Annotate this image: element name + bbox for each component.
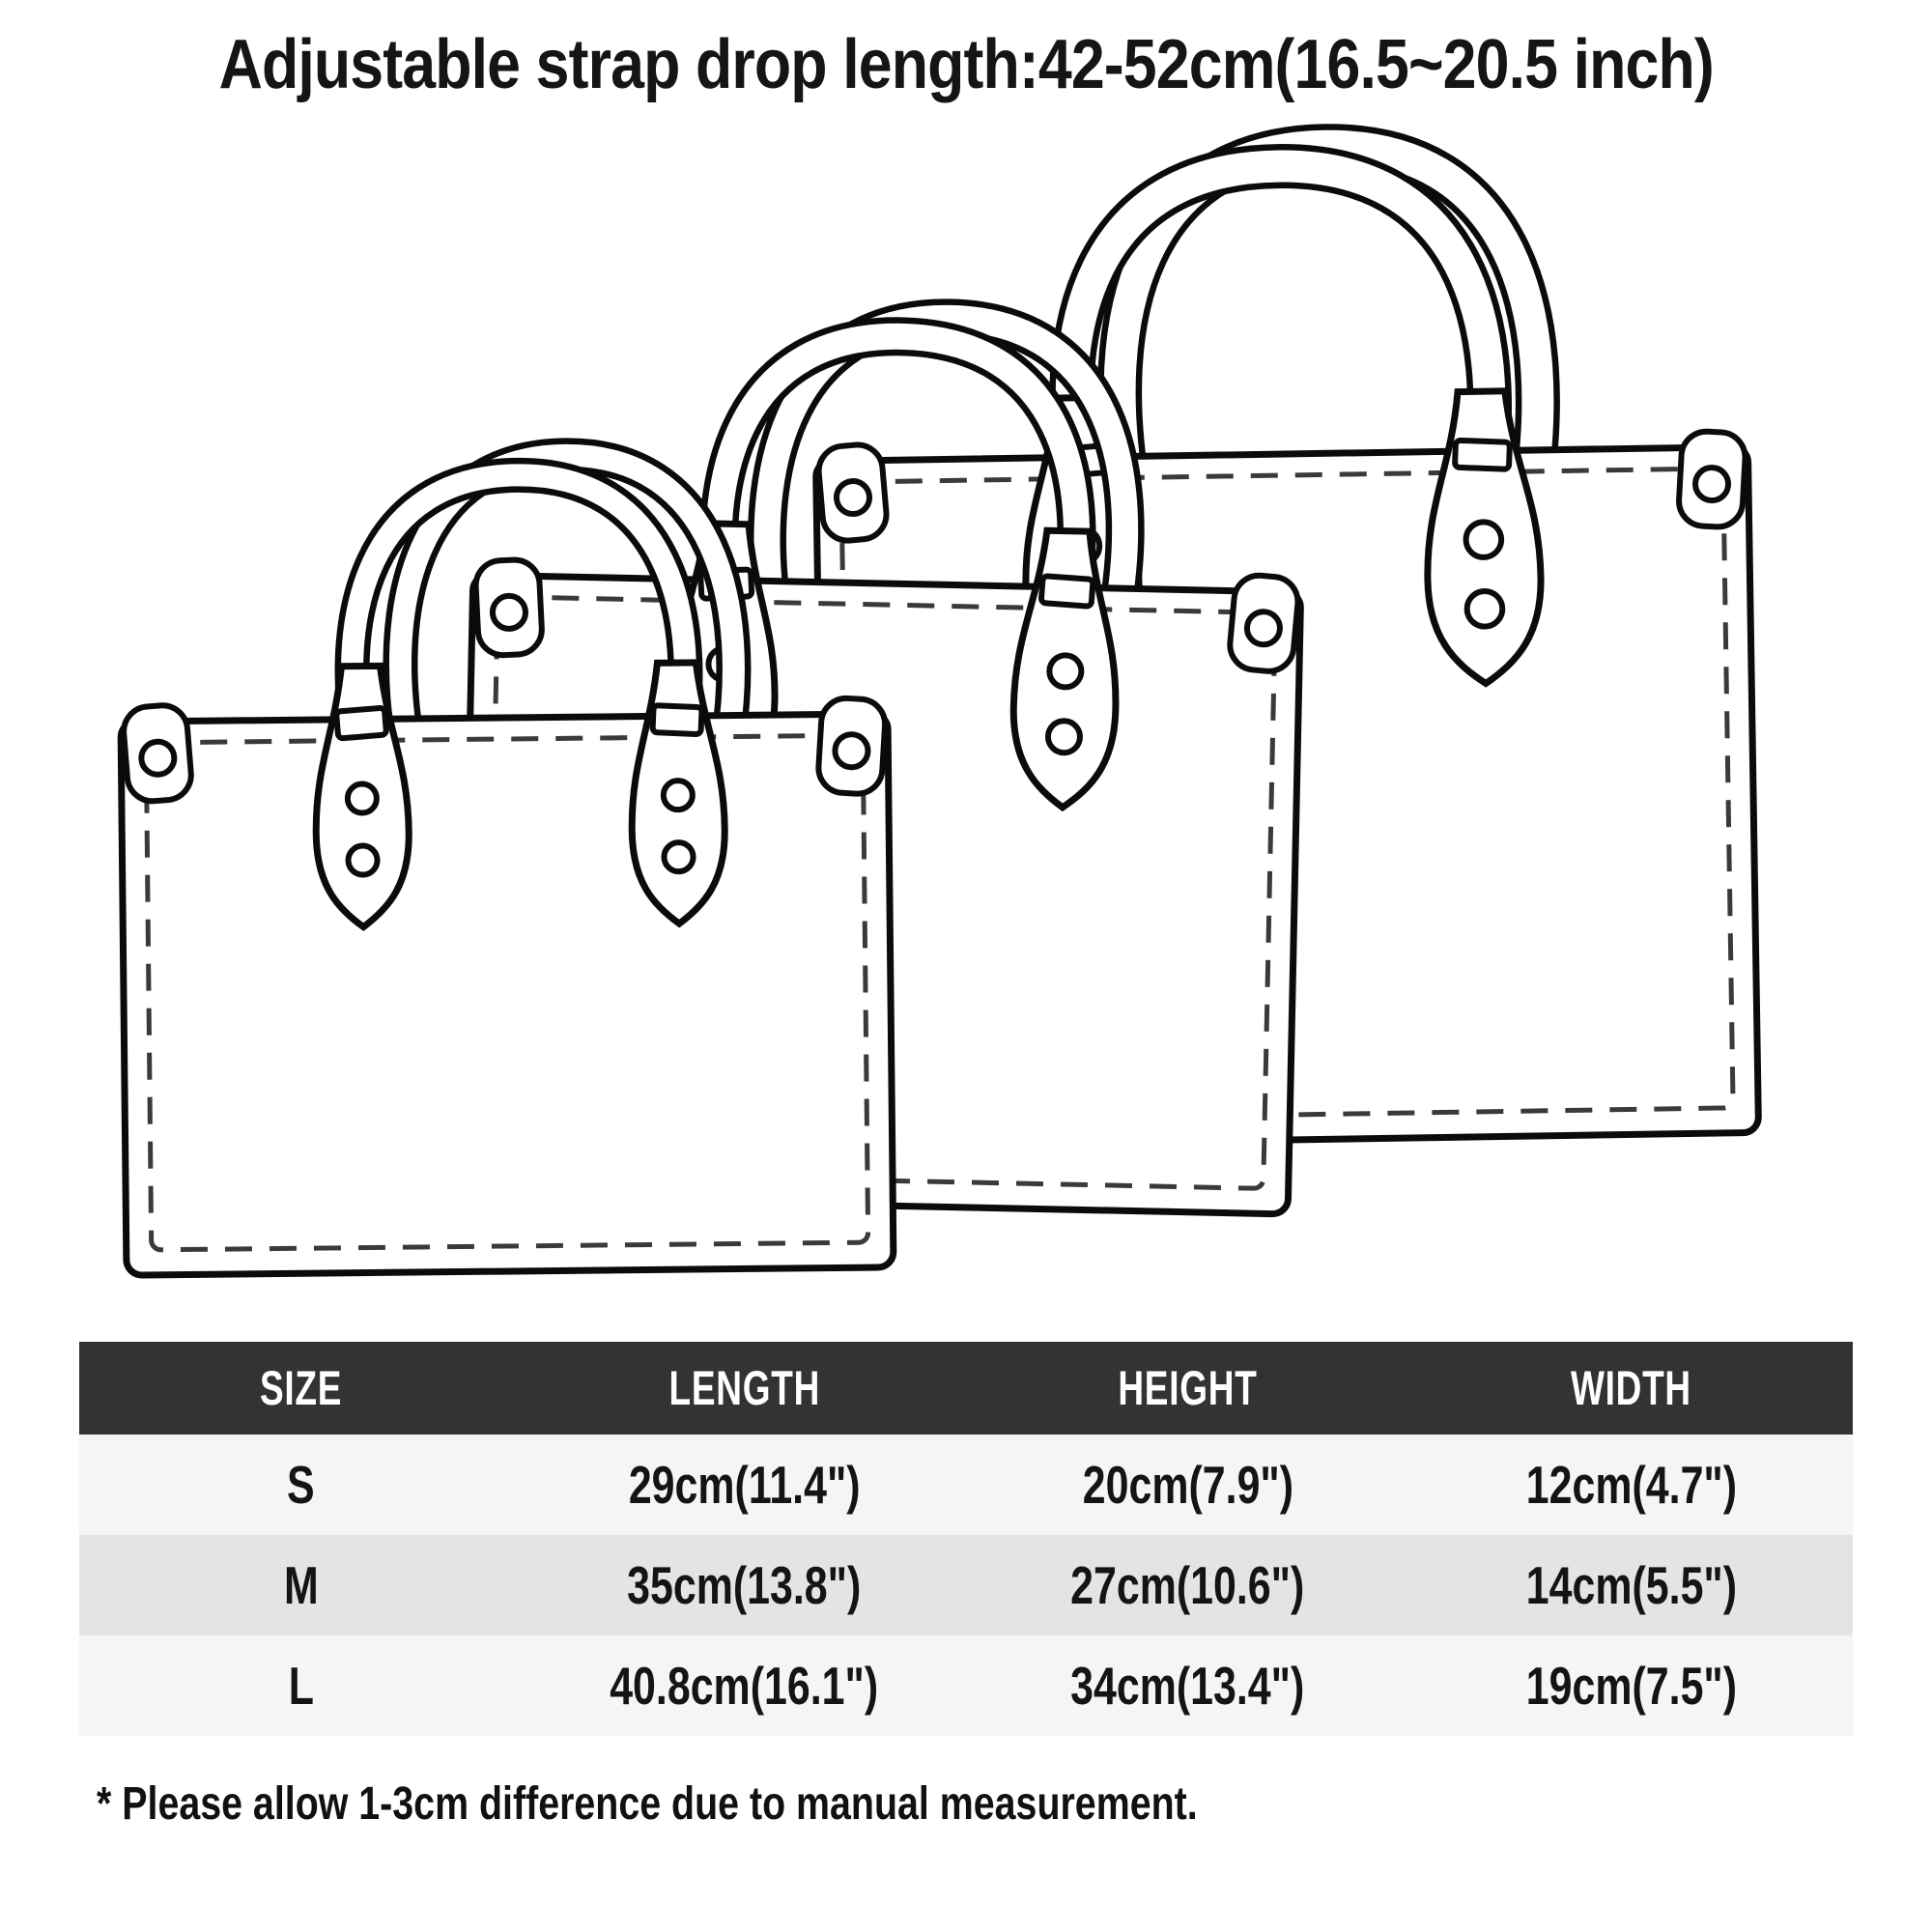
- corner-rivet-tab: [1678, 430, 1747, 527]
- size-table-header-row: [79, 1342, 1853, 1435]
- strap-buckle: [336, 708, 386, 739]
- corner-rivet-tab: [122, 703, 193, 803]
- cell-width-m: 14cm(5.5"): [1525, 1555, 1737, 1615]
- strap-buckle: [652, 705, 701, 734]
- strap-buckle: [1041, 576, 1094, 607]
- cell-height-l: 34cm(13.4"): [1070, 1656, 1305, 1716]
- measurement-note: [97, 1777, 1439, 1831]
- cell-height-m: 27cm(10.6"): [1070, 1555, 1305, 1615]
- measurement-note-text: * Please allow 1-3cm difference due to manual measurement.: [97, 1778, 1198, 1830]
- cell-width-s: 12cm(4.7"): [1525, 1455, 1737, 1515]
- table-row-m: [79, 1535, 1853, 1635]
- cell-length-s: 29cm(11.4"): [628, 1455, 861, 1515]
- cell-size-l: L: [288, 1656, 314, 1716]
- cell-size-s: S: [287, 1455, 315, 1515]
- header-cell-size: SIZE: [259, 1361, 343, 1415]
- table-row-s: [79, 1435, 1853, 1535]
- header-cell-length: LENGTH: [668, 1361, 820, 1415]
- size-table: [79, 1342, 1853, 1736]
- cell-length-l: 40.8cm(16.1"): [610, 1656, 879, 1716]
- page-title: [0, 27, 1932, 103]
- cell-width-l: 19cm(7.5"): [1525, 1656, 1737, 1716]
- header-cell-height: HEIGHT: [1118, 1361, 1258, 1415]
- strap-buckle: [1455, 440, 1510, 469]
- cell-size-m: M: [283, 1555, 319, 1615]
- table-row-l: [79, 1635, 1853, 1736]
- cell-height-s: 20cm(7.9"): [1082, 1455, 1293, 1515]
- cell-length-m: 35cm(13.8"): [627, 1555, 862, 1615]
- corner-rivet-tab: [817, 696, 887, 795]
- corner-rivet-tab: [474, 558, 543, 656]
- corner-rivet-tab: [1228, 573, 1300, 673]
- page-title-text: Adjustable strap drop length:42-52cm(16.5~20.5 inch): [218, 26, 1714, 103]
- corner-rivet-tab: [817, 442, 889, 542]
- bag-body: [121, 714, 894, 1275]
- header-cell-width: WIDTH: [1571, 1361, 1691, 1415]
